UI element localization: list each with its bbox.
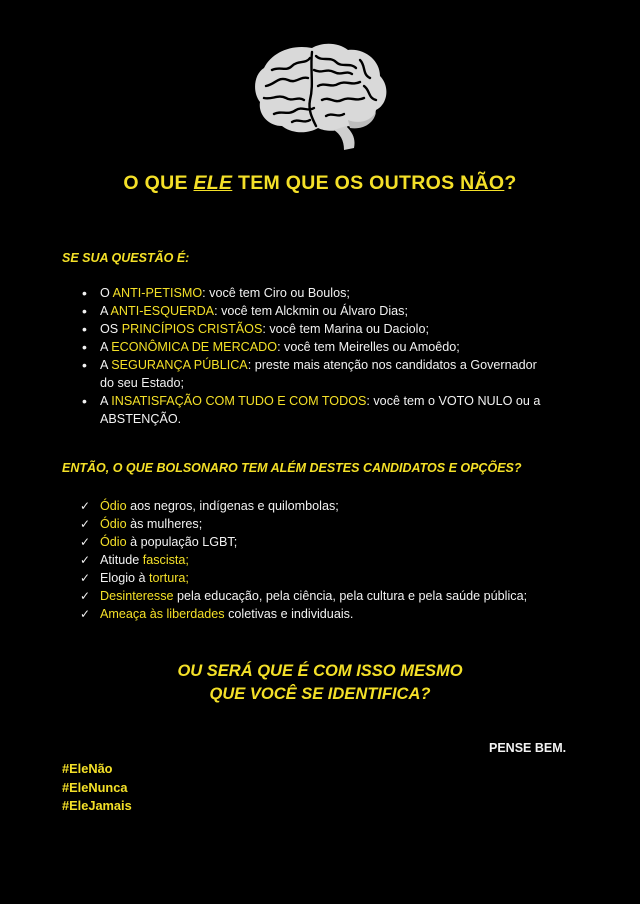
section1-heading: SE SUA QUESTÃO É: xyxy=(62,251,190,265)
list-item: • A INSATISFAÇÃO COM TUDO E COM TODOS: você tem o VOTO NULO ou a ABSTENÇÃO. xyxy=(82,392,552,428)
checkmark-icon: ✓ xyxy=(80,571,91,585)
list-item: ✓ Elogio à tortura; xyxy=(80,571,189,585)
issues-list xyxy=(82,284,552,428)
closing-question: OU SERÁ QUE É COM ISSO MESMO QUE VOCÊ SE IDENTIFICA? xyxy=(177,662,463,703)
list-item: ✓ Ódio às mulheres; xyxy=(80,517,203,531)
list-item: • A ANTI-ESQUERDA: você tem Alckmin ou Álvaro Dias; xyxy=(82,302,552,320)
checkmark-icon: ✓ xyxy=(80,499,91,513)
hashtag: #EleNunca xyxy=(62,779,128,795)
list-item: • A ECONÔMICA DE MERCADO: você tem Meirelles ou Amoêdo; xyxy=(82,338,552,356)
list-item: ✓ Ódio à população LGBT; xyxy=(80,535,238,549)
checkmark-icon: ✓ xyxy=(80,517,91,531)
list-item: • OS PRINCÍPIOS CRISTÃOS: você tem Marina ou Daciolo; xyxy=(82,320,552,338)
checkmark-icon: ✓ xyxy=(80,535,91,549)
list-item: ✓ Atitude fascista; xyxy=(80,553,189,567)
hashtag: #EleNão xyxy=(62,761,113,776)
reasons-list xyxy=(80,497,560,623)
brain-icon xyxy=(252,40,390,152)
hashtags xyxy=(62,760,132,816)
list-item: • A SEGURANÇA PÚBLICA: preste mais atenção nos candidatos a Governador do seu Estado; xyxy=(82,356,552,392)
closing-note: PENSE BEM. xyxy=(489,741,567,755)
page-title: O QUE ELE TEM QUE OS OUTROS NÃO? xyxy=(123,172,517,194)
checkmark-icon: ✓ xyxy=(80,553,91,567)
hashtag: #EleJamais xyxy=(62,798,132,813)
checkmark-icon: ✓ xyxy=(80,589,91,603)
list-item: ✓ Ameaça às liberdades coletivas e individuais. xyxy=(80,607,354,621)
list-item: • O ANTI-PETISMO: você tem Ciro ou Boulos; xyxy=(82,284,552,302)
checkmark-icon: ✓ xyxy=(80,607,91,621)
list-item: ✓ Ódio aos negros, indígenas e quilombolas; xyxy=(80,499,339,513)
section2-heading: ENTÃO, O QUE BOLSONARO TEM ALÉM DESTES CANDIDATOS E OPÇÕES? xyxy=(62,461,522,475)
list-item: ✓ Desinteresse pela educação, pela ciência, pela cultura e pela saúde pública; xyxy=(80,589,528,603)
